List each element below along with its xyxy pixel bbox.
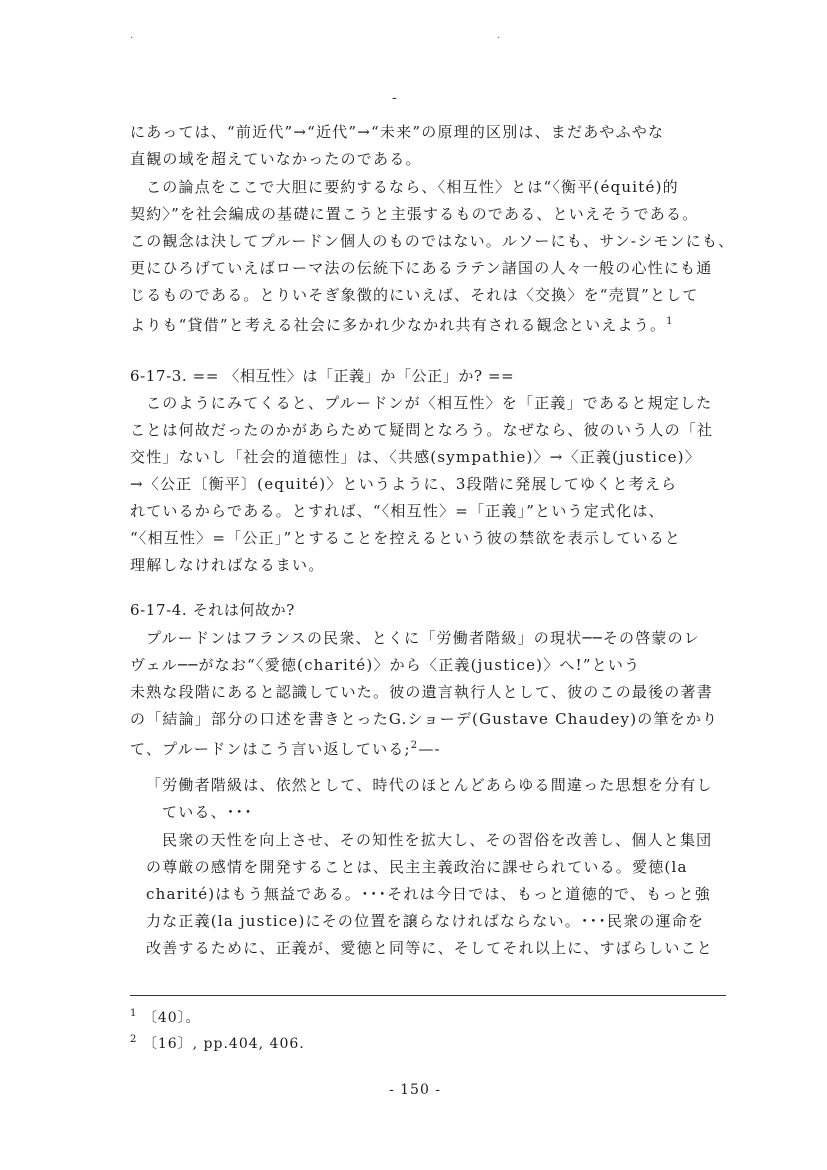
- footnote: [130, 1005, 201, 1027]
- footnote-divider: [130, 995, 726, 996]
- scan-mark: .: [130, 30, 134, 41]
- scan-mark: .: [497, 30, 501, 41]
- text-line: プルードンはフランスの民衆、とくに「労働者階級」の現状──その啓蒙のレ: [146, 629, 701, 647]
- text-line: [130, 312, 730, 335]
- footnote-number: 2: [130, 1034, 138, 1045]
- quote-line: 力な正義(la justice)にその位置を譲らなければならない。･･･民衆の運命を: [146, 912, 705, 930]
- text-line-content: て、プルードンはこう言い返している;: [130, 740, 411, 758]
- footnote: [130, 1031, 305, 1053]
- text-line: にあっては、“前近代”→“近代”→“未来”の原理的区別は、まだあやふやな: [130, 123, 665, 141]
- header-mark: -: [392, 90, 397, 106]
- text-line: この論点をここで大胆に要約するなら、〈相互性〉とは“〈衡平(équité)的: [146, 178, 679, 196]
- section-heading: 6-17-4. それは何故か?: [130, 601, 295, 619]
- text-line: れているからである。とすれば、“〈相互性〉=「正義」”という定式化は、: [130, 502, 665, 520]
- dash-mark: —-: [418, 740, 441, 758]
- text-line: の「結論」部分の口述を書きとったG.ショーデ(Gustave Chaudey)の筆をかり: [130, 710, 719, 728]
- footnote-text: 〔40〕。: [142, 1010, 201, 1026]
- quote-line: charité)はもう無益である。･･･それは今日では、もっと道徳的で、もっと強: [146, 885, 711, 903]
- text-line-content: よりも“貸借”と考える社会に多かれ少なかれ共有される観念といえよう。: [130, 316, 667, 334]
- quote-line: 民衆の天性を向上させ、その知性を拡大し、その習俗を改善し、個人と集団: [162, 831, 713, 849]
- quote-line: ている、･･･: [162, 803, 253, 821]
- text-line: 更にひろげていえばローマ法の伝統下にあるラテン諸国の人々一般の心性にも通: [130, 259, 713, 277]
- text-line: [130, 736, 730, 759]
- footnote-text: 〔16〕, pp.404, 406.: [142, 1036, 305, 1052]
- text-line: 契約〉”を社会編成の基礎に置こうと主張するものである、といえそうである。: [130, 205, 699, 223]
- text-line: 理解しなければなるまい。: [130, 556, 325, 574]
- footnote-number: 1: [130, 1008, 138, 1019]
- quote-line: 改善するために、正義が、愛徳と同等に、そしてそれ以上に、すばらしいこと: [146, 939, 714, 957]
- footnote-ref: 1: [666, 316, 674, 327]
- section-heading: 6-17-3. == 〈相互性〉は「正義」か「公正」か? ==: [130, 367, 515, 385]
- footnote-ref: 2: [410, 740, 419, 751]
- quote-line: の尊厳の感情を開発することは、民主主義政治に課せられている。愛徳(la: [146, 858, 688, 876]
- text-line: このようにみてくると、プルードンが〈相互性〉を「正義」であると規定した: [146, 394, 713, 412]
- page-number: - 150 -: [388, 1082, 442, 1098]
- text-line: “〈相互性〉=「公正」”とすることを控えるという彼の禁欲を表示していると: [130, 529, 682, 547]
- text-line: この観念は決してプルードン個人のものではない。ルソーにも、サン-シモンにも、: [130, 232, 735, 250]
- text-line: じるものである。とりいそぎ象徴的にいえば、それは〈交換〉を“売買”として: [130, 286, 699, 304]
- text-line: ヴェル──がなお“〈愛徳(charité)〉から〈正義(justice)〉へ!”という: [130, 656, 641, 674]
- text-line: 直観の域を超えていなかったのである。: [130, 150, 422, 168]
- quote-line: 「労働者階級は、依然として、時代のほとんどあらゆる間違った思想を分有し: [146, 776, 713, 794]
- text-line: ことは何故だったのかがあらためて疑問となろう。なぜなら、彼のいう人の「社: [130, 421, 714, 439]
- text-line: 未熟な段階にあると認識していた。彼の遺言執行人として、彼のこの最後の著書: [130, 683, 713, 701]
- text-line: 交性」ないし「社会的道徳性」は、〈共感(sympathie)〉→〈正義(justice)〉: [130, 448, 701, 466]
- text-line: →〈公正〔衡平〕(equité)〉というように、3段階に発展してゆくと考えら: [130, 475, 678, 493]
